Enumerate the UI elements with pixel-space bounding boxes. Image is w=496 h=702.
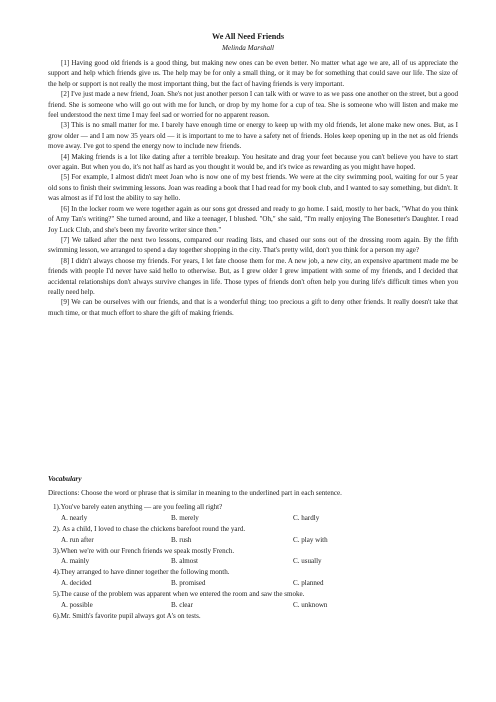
option-c: C. play with — [293, 535, 328, 544]
vocabulary-directions: Directions: Choose the word or phrase that is similar in meaning to the underlined part in each sentence. — [48, 489, 342, 497]
question-1-options — [53, 513, 458, 524]
option-b: B. clear — [171, 601, 193, 610]
article-author: Melinda Marshall — [221, 44, 275, 52]
paragraph-9: [9] We can be ourselves with our friends, and that is a wonderful thing; too precious a gift to deny other friends. It really doesn't take that much time, or that much effort to share the gift of making friends. — [48, 298, 458, 317]
paragraph-5: [5] For example, I almost didn't meet Joan who is now one of my best friends. We were at the city swimming pool, waiting for our 5 year old sons to finish their swimming lessons. Joan was reading a book that I had read for my book club, and I wanted to say something, but didn't. It was almost as if I'd lost the ability to say hello. — [48, 173, 458, 203]
question-6: 6).Mr. Smith's favorite pupil always got A's on tests. — [53, 611, 201, 620]
paragraph-6: [6] In the locker room we were together again as our sons got dressed and ready to go home. I said, mostly to her back, "What do you think of Amy Tan's writing?" She turned around, and like a teenager, I blushed. "Oh," she said, "I'm really enjoying The Bonesetter's Daughter. I read Joy Luck Club, and she's been my favorite writer since then." — [48, 204, 458, 234]
question-5-options — [53, 600, 458, 611]
option-c: C. hardly — [293, 513, 320, 522]
paragraph-1: [1] Having good old friends is a good thing, but making new ones can be even better. No matter what age we are, all of us appreciate the support and help which friends give us. The help may be for only a small thing, or it may be for something that could save our life. The size of the help or support is not really the most important thing, but the fact of having friends is very important. — [48, 59, 458, 88]
question-1: 1).You've barely eaten anything — are you feeling all right? — [53, 503, 223, 511]
question-4-options — [53, 578, 458, 589]
option-a: A. mainly — [61, 557, 90, 566]
option-a: A. run after — [61, 535, 94, 544]
question-5: 5).The cause of the problem was apparent when we entered the room and saw the smoke. — [53, 590, 305, 599]
article-title: We All Need Friends — [211, 32, 285, 41]
paragraph-3: [3] This is no small matter for me. I barely have enough time or energy to keep up with my old friends, let alone make new ones. But, as I grow older — and I am now 35 years old — it is important to me to have a safety net of friends. Holes keep opening up in the net as old friends move away. I've got to spend the energy now to include new friends. — [48, 121, 458, 151]
question-3: 3).When we're with our French friends we speak mostly French. — [53, 546, 235, 555]
article-body — [48, 58, 458, 318]
paragraph-4: [4] Making friends is a lot like dating after a terrible breakup. You hesitate and drag your feet because you can't believe you have to start over again. But when you do, it's not half as hard as you thought it would be, and it's twice as rewarding as you might have hoped. — [48, 152, 458, 172]
paragraph-2: [2] I've just made a new friend, Joan. She's not just another person I can talk with or wave to as we pass one another on the street, but a good friend. She is someone who will go out with me for lunch, or drop by my home for a cup of tea. She is someone who will listen and make me feel understood the next time I may feel sad or worried for no apparent reason. — [48, 90, 458, 120]
question-3-options — [53, 556, 458, 567]
question-2: 2). As a child, I loved to chase the chickens barefoot round the yard. — [53, 524, 246, 533]
option-c: C. planned — [293, 579, 324, 588]
option-b: B. almost — [171, 557, 199, 566]
option-c: C. usually — [293, 557, 322, 566]
option-a: A. possible — [61, 601, 93, 610]
paragraph-7: [7] We talked after the next two lessons, compared our reading lists, and chased our sons out of the dressing room again. By the fifth swimming lesson, we arranged to spend a day together shopping in the city. That's pretty wild, don't you think for a person my age? — [48, 235, 458, 255]
option-b: B. rush — [171, 535, 192, 544]
option-b: B. merely — [171, 513, 199, 522]
option-b: B. promised — [171, 579, 206, 588]
option-a: A. nearly — [61, 513, 88, 522]
paragraph-8: [8] I didn't always choose my friends. For years, I let fate choose them for me. A new job, a new city, an expensive apartment made me be friends with people I'd never have said hello to otherwise. But, as I grew older I grew impatient with some of my friends, and I decided that accidental relationships don't always survive changes in life. Those types of friends don't often help you during life's difficult times when you really need help. — [48, 256, 458, 296]
vocabulary-questions — [53, 502, 458, 622]
question-4: 4).They arranged to have dinner together the following month. — [53, 568, 230, 577]
question-2-options — [53, 535, 458, 546]
option-c: C. unknown — [293, 601, 328, 610]
vocabulary-heading: Vocabulary — [48, 475, 82, 483]
option-a: A. decided — [61, 579, 92, 588]
